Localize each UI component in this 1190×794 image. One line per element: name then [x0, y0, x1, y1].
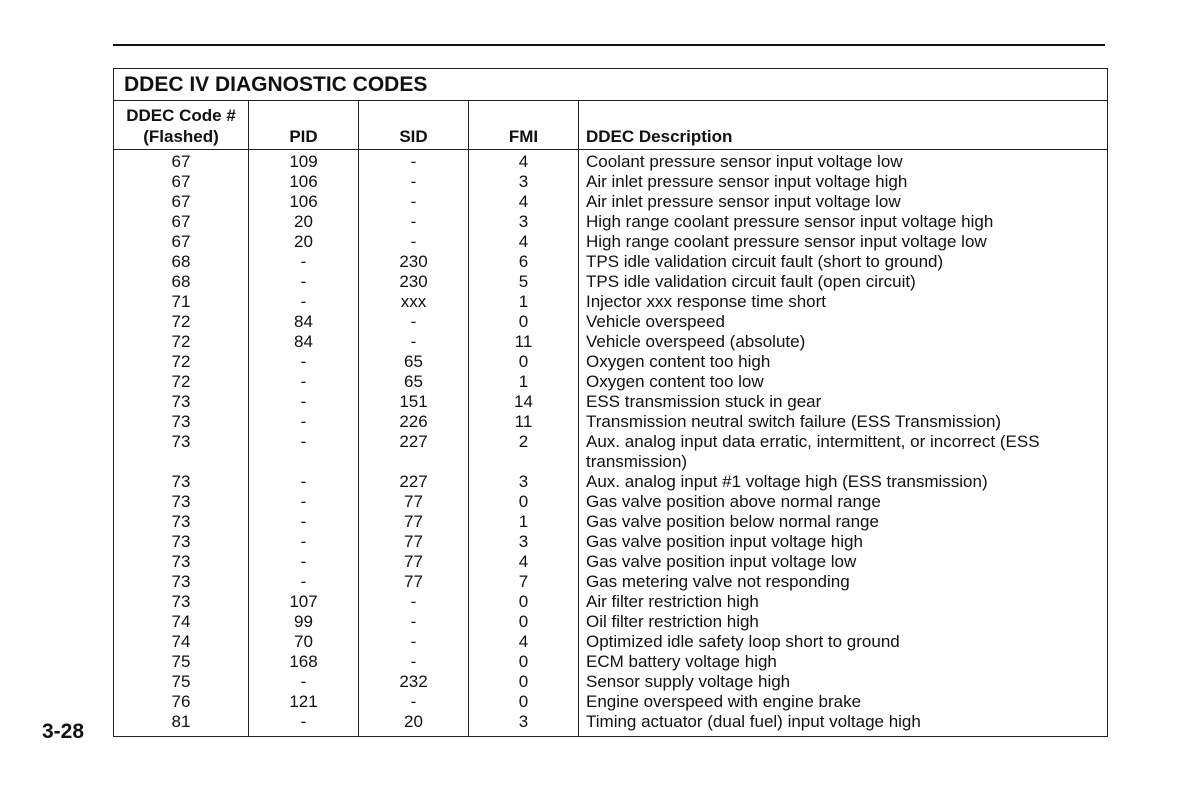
cell-code: 68: [114, 272, 249, 292]
cell-description: Sensor supply voltage high: [579, 672, 1108, 692]
cell-pid: -: [249, 392, 359, 412]
cell-description: High range coolant pressure sensor input voltage high: [579, 212, 1108, 232]
cell-code: 73: [114, 592, 249, 612]
cell-description: Vehicle overspeed (absolute): [579, 332, 1108, 352]
cell-description: Gas valve position input voltage high: [579, 532, 1108, 552]
cell-fmi: 4: [469, 232, 579, 252]
cell-sid: -: [359, 652, 469, 672]
cell-pid: 70: [249, 632, 359, 652]
cell-description: Air inlet pressure sensor input voltage low: [579, 192, 1108, 212]
table-row: [114, 292, 1108, 312]
table-row: [114, 692, 1108, 712]
cell-fmi: 11: [469, 332, 579, 352]
cell-fmi: 0: [469, 312, 579, 332]
cell-fmi: 11: [469, 412, 579, 432]
cell-pid: -: [249, 532, 359, 552]
cell-code: 73: [114, 572, 249, 592]
cell-sid: 77: [359, 492, 469, 512]
cell-description: Optimized idle safety loop short to ground: [579, 632, 1108, 652]
cell-code: 73: [114, 532, 249, 552]
cell-sid: -: [359, 172, 469, 192]
cell-code: 74: [114, 612, 249, 632]
cell-pid: 99: [249, 612, 359, 632]
cell-code: 67: [114, 150, 249, 173]
header-sid: SID: [359, 101, 469, 150]
cell-code: 74: [114, 632, 249, 652]
cell-pid: 106: [249, 192, 359, 212]
cell-fmi: 0: [469, 592, 579, 612]
header-row: [114, 101, 1108, 150]
header-fmi: FMI: [469, 101, 579, 150]
cell-pid: -: [249, 572, 359, 592]
cell-fmi: 4: [469, 632, 579, 652]
cell-pid: -: [249, 712, 359, 737]
table-row: [114, 412, 1108, 432]
cell-sid: 226: [359, 412, 469, 432]
table-row: [114, 272, 1108, 292]
cell-fmi: 1: [469, 372, 579, 392]
cell-description: TPS idle validation circuit fault (open circuit): [579, 272, 1108, 292]
cell-sid: 230: [359, 252, 469, 272]
cell-code: 73: [114, 432, 249, 472]
cell-description: High range coolant pressure sensor input voltage low: [579, 232, 1108, 252]
cell-sid: -: [359, 312, 469, 332]
cell-description: Gas valve position input voltage low: [579, 552, 1108, 572]
header-code-line1: DDEC Code #: [126, 106, 236, 125]
cell-sid: 232: [359, 672, 469, 692]
cell-description: Oxygen content too low: [579, 372, 1108, 392]
cell-sid: 77: [359, 552, 469, 572]
cell-pid: 20: [249, 212, 359, 232]
table-row: [114, 472, 1108, 492]
table-row: [114, 572, 1108, 592]
cell-code: 71: [114, 292, 249, 312]
cell-fmi: 3: [469, 712, 579, 737]
cell-pid: 84: [249, 332, 359, 352]
cell-fmi: 0: [469, 692, 579, 712]
cell-pid: -: [249, 672, 359, 692]
top-rule: [113, 44, 1105, 46]
cell-fmi: 4: [469, 150, 579, 173]
cell-description: Oxygen content too high: [579, 352, 1108, 372]
header-code-line2: (Flashed): [143, 127, 219, 146]
cell-description: Coolant pressure sensor input voltage low: [579, 150, 1108, 173]
table-row: [114, 392, 1108, 412]
cell-pid: 168: [249, 652, 359, 672]
cell-code: 72: [114, 352, 249, 372]
cell-pid: -: [249, 492, 359, 512]
cell-sid: 77: [359, 512, 469, 532]
cell-sid: 77: [359, 532, 469, 552]
cell-code: 67: [114, 212, 249, 232]
cell-fmi: 4: [469, 192, 579, 212]
table-row: [114, 632, 1108, 652]
cell-description: ECM battery voltage high: [579, 652, 1108, 672]
cell-fmi: 0: [469, 492, 579, 512]
table-row: [114, 150, 1108, 173]
table-row: [114, 712, 1108, 737]
table-row: [114, 512, 1108, 532]
table-row: [114, 192, 1108, 212]
cell-fmi: 4: [469, 552, 579, 572]
cell-description: Gas metering valve not responding: [579, 572, 1108, 592]
cell-sid: -: [359, 632, 469, 652]
table-row: [114, 652, 1108, 672]
cell-fmi: 5: [469, 272, 579, 292]
cell-sid: -: [359, 212, 469, 232]
cell-sid: 20: [359, 712, 469, 737]
cell-code: 68: [114, 252, 249, 272]
cell-code: 73: [114, 492, 249, 512]
table-row: [114, 172, 1108, 192]
cell-description: Air inlet pressure sensor input voltage high: [579, 172, 1108, 192]
cell-sid: 230: [359, 272, 469, 292]
cell-sid: -: [359, 332, 469, 352]
cell-code: 72: [114, 372, 249, 392]
cell-pid: -: [249, 352, 359, 372]
cell-pid: 84: [249, 312, 359, 332]
cell-pid: -: [249, 292, 359, 312]
header-code: [114, 101, 249, 150]
cell-pid: -: [249, 372, 359, 392]
cell-code: 81: [114, 712, 249, 737]
cell-description: Engine overspeed with engine brake: [579, 692, 1108, 712]
cell-sid: 65: [359, 352, 469, 372]
cell-sid: 65: [359, 372, 469, 392]
cell-fmi: 1: [469, 292, 579, 312]
cell-code: 73: [114, 512, 249, 532]
cell-pid: -: [249, 272, 359, 292]
cell-sid: -: [359, 232, 469, 252]
cell-description: Air filter restriction high: [579, 592, 1108, 612]
cell-fmi: 1: [469, 512, 579, 532]
cell-code: 73: [114, 392, 249, 412]
cell-description: Injector xxx response time short: [579, 292, 1108, 312]
cell-fmi: 7: [469, 572, 579, 592]
cell-fmi: 3: [469, 472, 579, 492]
cell-code: 73: [114, 472, 249, 492]
table-title: DDEC IV DIAGNOSTIC CODES: [114, 69, 1108, 101]
cell-sid: -: [359, 692, 469, 712]
table-row: [114, 232, 1108, 252]
cell-pid: -: [249, 252, 359, 272]
cell-fmi: 0: [469, 612, 579, 632]
table-row: [114, 552, 1108, 572]
cell-fmi: 3: [469, 172, 579, 192]
cell-code: 73: [114, 552, 249, 572]
table-row: [114, 592, 1108, 612]
cell-pid: -: [249, 432, 359, 472]
cell-fmi: 3: [469, 212, 579, 232]
cell-pid: 20: [249, 232, 359, 252]
cell-pid: -: [249, 412, 359, 432]
cell-code: 75: [114, 672, 249, 692]
page-number: 3-28: [42, 720, 85, 743]
cell-code: 73: [114, 412, 249, 432]
cell-code: 72: [114, 332, 249, 352]
cell-sid: 227: [359, 432, 469, 472]
cell-pid: -: [249, 472, 359, 492]
cell-fmi: 6: [469, 252, 579, 272]
cell-sid: -: [359, 612, 469, 632]
table-row: [114, 372, 1108, 392]
cell-description: Gas valve position above normal range: [579, 492, 1108, 512]
cell-code: 75: [114, 652, 249, 672]
cell-sid: -: [359, 192, 469, 212]
cell-code: 67: [114, 172, 249, 192]
table-row: [114, 532, 1108, 552]
table-row: [114, 212, 1108, 232]
table-row: [114, 252, 1108, 272]
cell-code: 72: [114, 312, 249, 332]
cell-description: ESS transmission stuck in gear: [579, 392, 1108, 412]
table-row: [114, 432, 1108, 472]
cell-description: TPS idle validation circuit fault (short to ground): [579, 252, 1108, 272]
cell-sid: -: [359, 150, 469, 173]
table-row: [114, 352, 1108, 372]
header-description: DDEC Description: [579, 101, 1108, 150]
cell-sid: -: [359, 592, 469, 612]
table-row: [114, 312, 1108, 332]
cell-fmi: 14: [469, 392, 579, 412]
cell-description: Aux. analog input data erratic, intermittent, or incorrect (ESS transmission): [579, 432, 1108, 472]
table-row: [114, 332, 1108, 352]
cell-fmi: 0: [469, 352, 579, 372]
cell-pid: 107: [249, 592, 359, 612]
cell-description: Timing actuator (dual fuel) input voltage high: [579, 712, 1108, 737]
cell-code: 67: [114, 192, 249, 212]
cell-description: Vehicle overspeed: [579, 312, 1108, 332]
cell-fmi: 2: [469, 432, 579, 472]
cell-sid: 151: [359, 392, 469, 412]
cell-fmi: 3: [469, 532, 579, 552]
cell-pid: -: [249, 512, 359, 532]
cell-fmi: 0: [469, 672, 579, 692]
cell-description: Oil filter restriction high: [579, 612, 1108, 632]
cell-sid: 227: [359, 472, 469, 492]
cell-sid: xxx: [359, 292, 469, 312]
header-pid: PID: [249, 101, 359, 150]
cell-description: Gas valve position below normal range: [579, 512, 1108, 532]
diagnostic-codes-table: [113, 68, 1108, 737]
table-body: [114, 150, 1108, 737]
cell-description: Transmission neutral switch failure (ESS Transmission): [579, 412, 1108, 432]
table-row: [114, 672, 1108, 692]
cell-description: Aux. analog input #1 voltage high (ESS transmission): [579, 472, 1108, 492]
table-row: [114, 612, 1108, 632]
cell-pid: -: [249, 552, 359, 572]
cell-sid: 77: [359, 572, 469, 592]
cell-code: 67: [114, 232, 249, 252]
cell-pid: 121: [249, 692, 359, 712]
cell-pid: 106: [249, 172, 359, 192]
table-row: [114, 492, 1108, 512]
cell-code: 76: [114, 692, 249, 712]
cell-fmi: 0: [469, 652, 579, 672]
cell-pid: 109: [249, 150, 359, 173]
